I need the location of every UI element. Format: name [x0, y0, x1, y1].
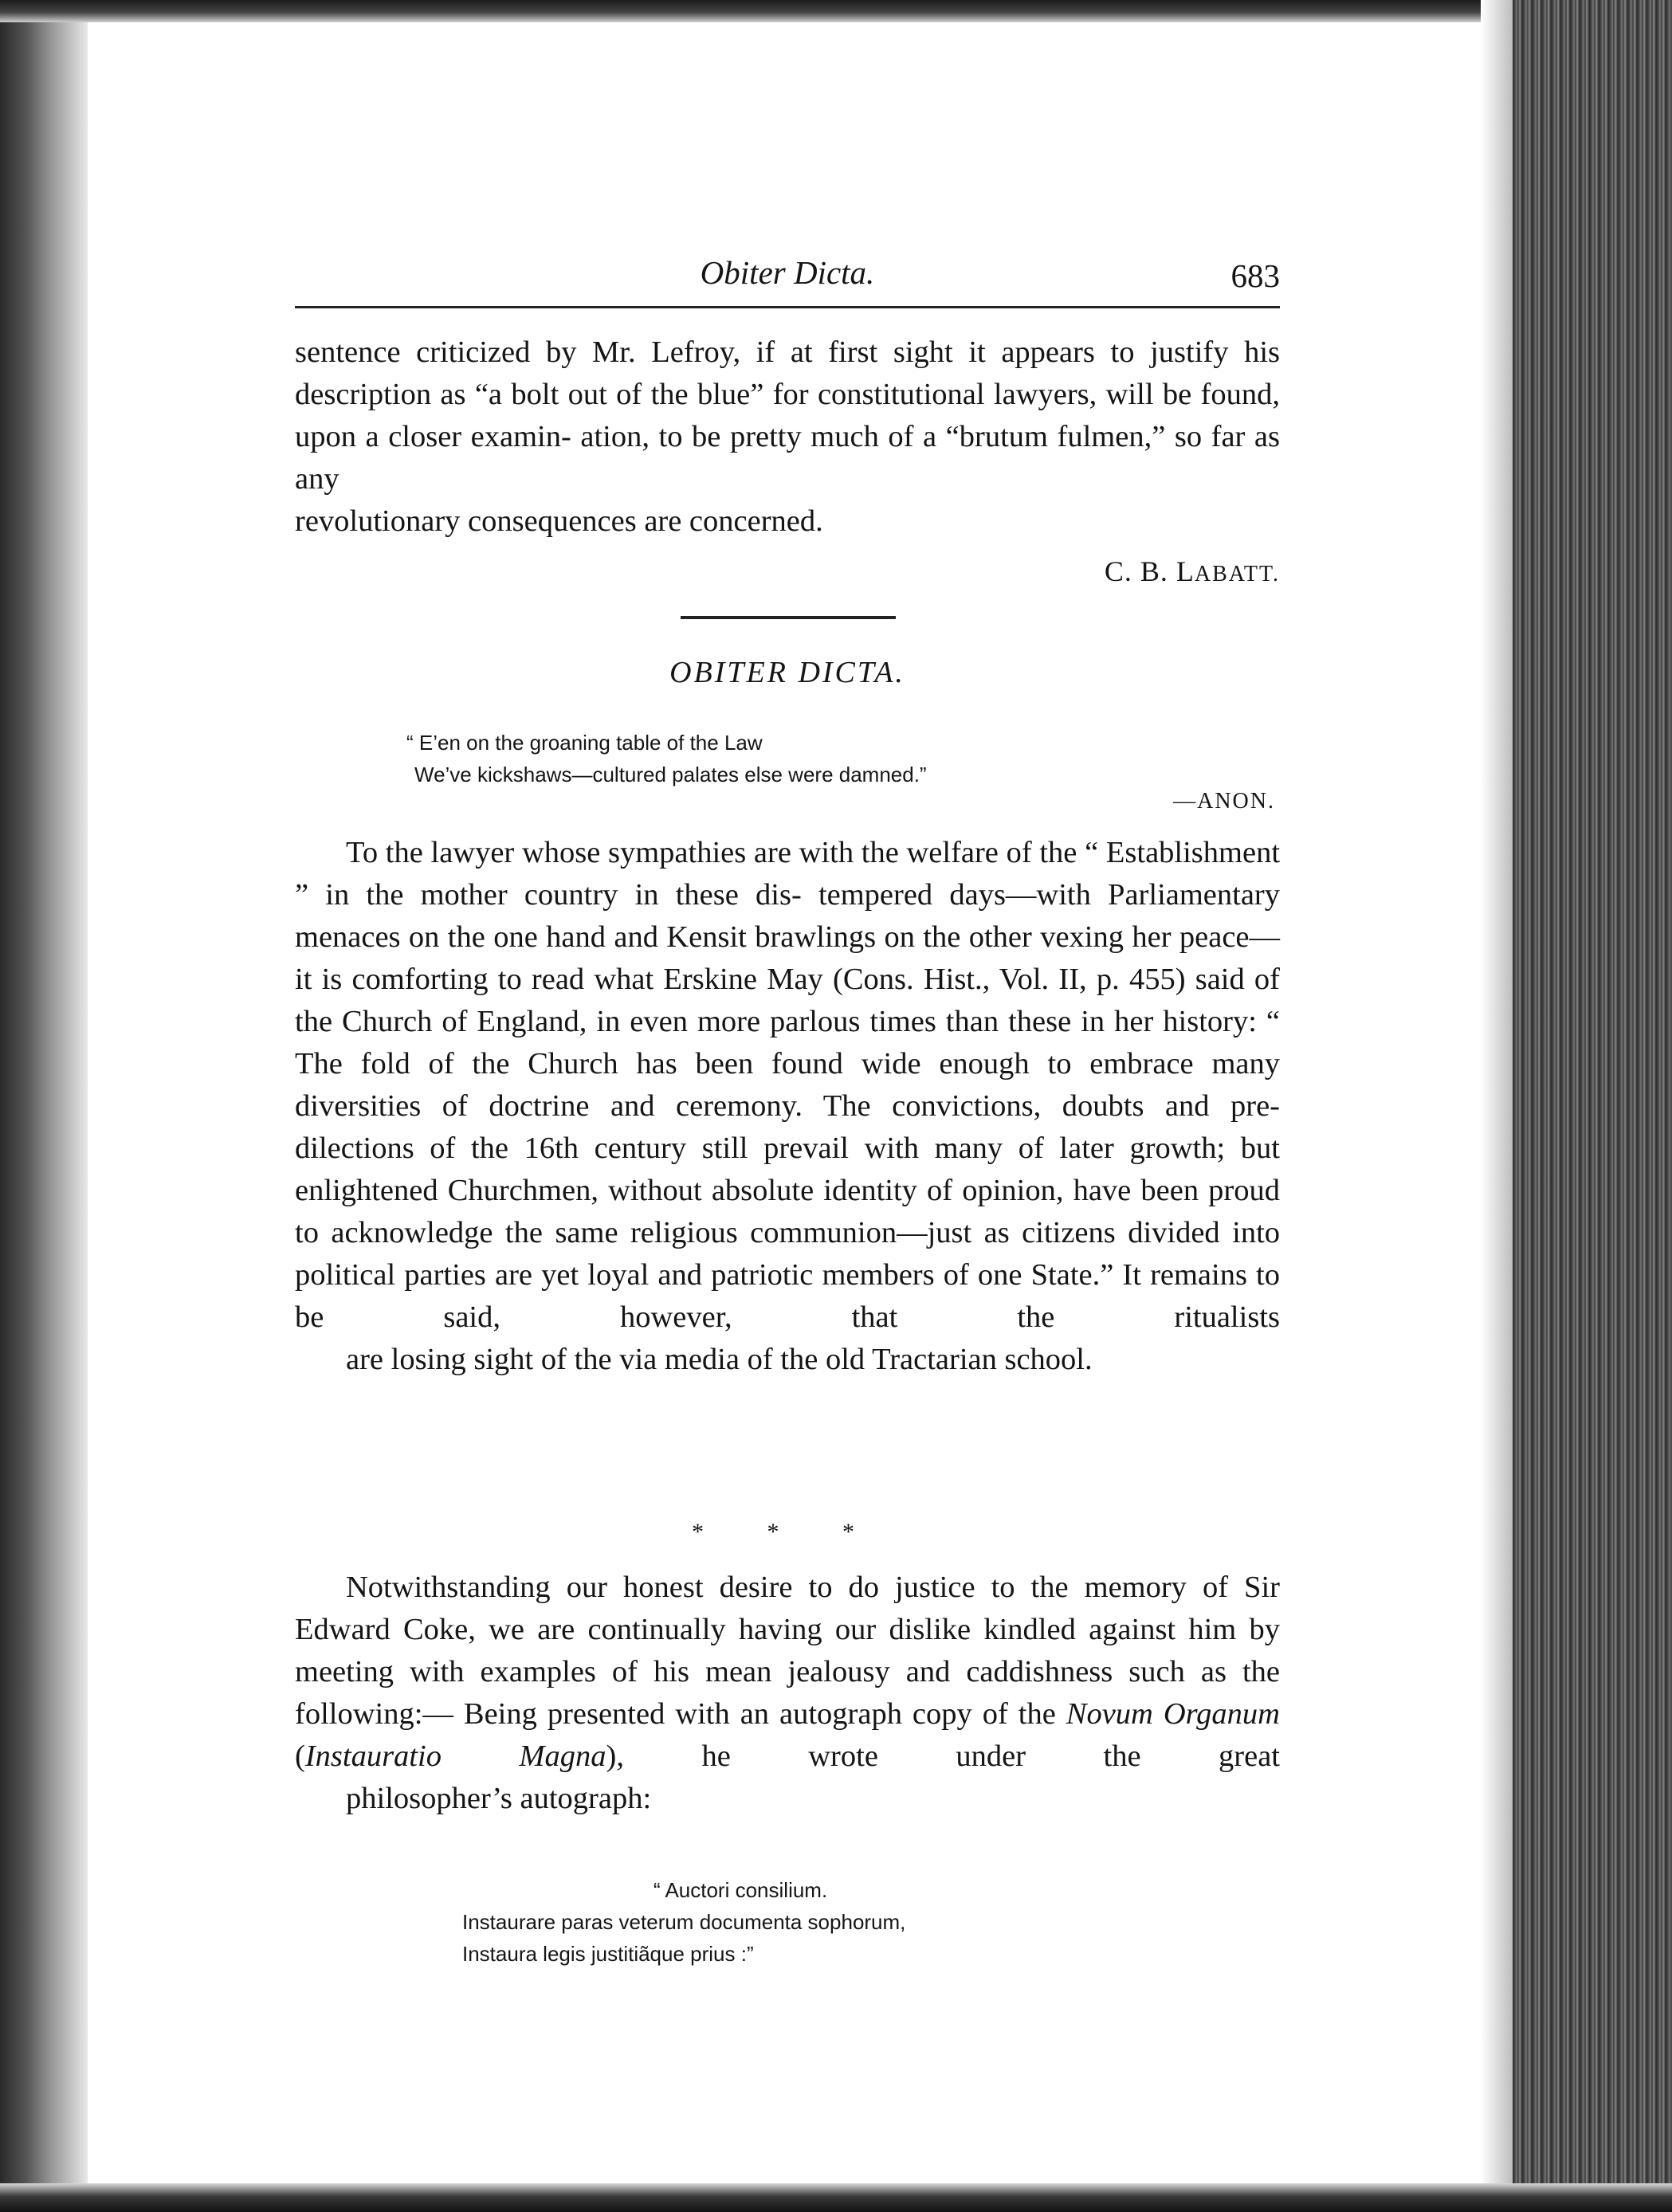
- text-line: the “ Establishment ” in the mother country in these dis-: [295, 836, 1281, 912]
- verse-line: “ Auctori consilium.: [653, 1878, 828, 1902]
- text-fragment: ), he wrote under the great: [606, 1739, 1280, 1773]
- epigraph: [406, 727, 1243, 790]
- text-line: growth; but enlightened Churchmen, without absolute: [295, 1131, 1281, 1207]
- text-line: to justify his description as “a bolt out of the blue” for: [295, 335, 1280, 411]
- text-line: same religious communion—just as citizens divided into: [555, 1216, 1281, 1249]
- author-signature: [295, 555, 1280, 588]
- page-number: 683: [1230, 257, 1280, 294]
- book-title-italic: Novum: [1066, 1697, 1153, 1731]
- text-line: sentence criticized by Mr. Lefroy, if at first sight it appears: [295, 335, 1095, 369]
- section-divider-rule: [681, 616, 896, 619]
- text-line: times than these in her history: “ The fold of the Church: [295, 1005, 1281, 1081]
- section-title: OBITER DICTA.: [669, 656, 905, 689]
- text-line: comforting to read what Erskine May (Cons. Hist., Vol. II,: [351, 963, 1087, 996]
- text-line: Notwithstanding our honest desire to do justice to the: [346, 1571, 1069, 1604]
- text-line: revolutionary consequences are concerned.: [295, 504, 823, 538]
- text-line: dilections of the 16th century still prevail with many of later: [295, 1131, 1114, 1165]
- verse-line: Instaurare paras veterum documenta sophorum,: [462, 1910, 906, 1934]
- text-line: Being presented with an autograph copy of the: [463, 1697, 1066, 1731]
- running-title: Obiter Dicta.: [700, 254, 875, 291]
- header-rule: [295, 306, 1280, 308]
- signature-surname: ABATT.: [1194, 562, 1280, 586]
- text-line: doctrine and ceremony. The convictions, doubts and pre-: [489, 1089, 1280, 1123]
- text-line: identity of opinion, have been proud to acknowledge the: [295, 1174, 1281, 1249]
- verse-line: Instaura legis justitiãque prius :”: [462, 1942, 754, 1966]
- text-line: p. 455) said of the Church of England, in even more parlous: [295, 963, 1281, 1038]
- text-line: has been found wide enough to embrace many diversities of: [295, 1047, 1280, 1123]
- text-line: mean jealousy and caddishness such as the following:—: [295, 1655, 1281, 1731]
- latin-verse: [462, 1874, 1179, 1970]
- text-line: are losing sight of the via media of the old Tractarian school.: [346, 1343, 1093, 1376]
- text-line: constitutional lawyers, will be found, upon a closer examin-: [295, 378, 1281, 453]
- text-line: State.” It remains to be said, however, that the ritualists: [295, 1258, 1281, 1334]
- epigraph-attribution: [295, 789, 1275, 814]
- book-title-italic: Instauratio Magna: [304, 1739, 606, 1773]
- text-line: ation, to be pretty much of a “brutum fulmen,” so far as any: [295, 420, 1280, 496]
- epigraph-line: “ E’en on the groaning table of the Law: [406, 731, 763, 755]
- text-fragment: (: [295, 1739, 305, 1773]
- book-title-italic: Organum: [1163, 1697, 1280, 1731]
- epigraph-line: We’ve kickshaws—cultured palates else were damned.”: [414, 763, 927, 786]
- text-line: memory of Sir Edward Coke, we are continually having our: [295, 1571, 1280, 1646]
- text-line: political parties are yet loyal and patriotic members of one: [295, 1258, 1022, 1292]
- article-end-paragraph: [295, 331, 1280, 543]
- paragraph-church: [295, 832, 1280, 1381]
- text-line: dislike kindled against him by meeting with examples of his: [295, 1613, 1280, 1688]
- text-line: and Kensit brawlings on the other vexing her peace—it is: [295, 920, 1280, 996]
- text-line: To the lawyer whose sympathies are with the welfare of: [346, 836, 1032, 869]
- text-line: philosopher’s autograph:: [346, 1782, 652, 1815]
- attribution-name: NON.: [1215, 789, 1275, 814]
- section-asterisks: * * *: [692, 1519, 883, 1545]
- running-head: [295, 253, 1280, 306]
- text-line: tempered days—with Parliamentary menaces on the one hand: [295, 878, 1280, 954]
- signature-initials: C. B. L: [1104, 555, 1195, 587]
- paragraph-coke: [295, 1567, 1280, 1820]
- attribution-dash: —A: [1173, 789, 1215, 814]
